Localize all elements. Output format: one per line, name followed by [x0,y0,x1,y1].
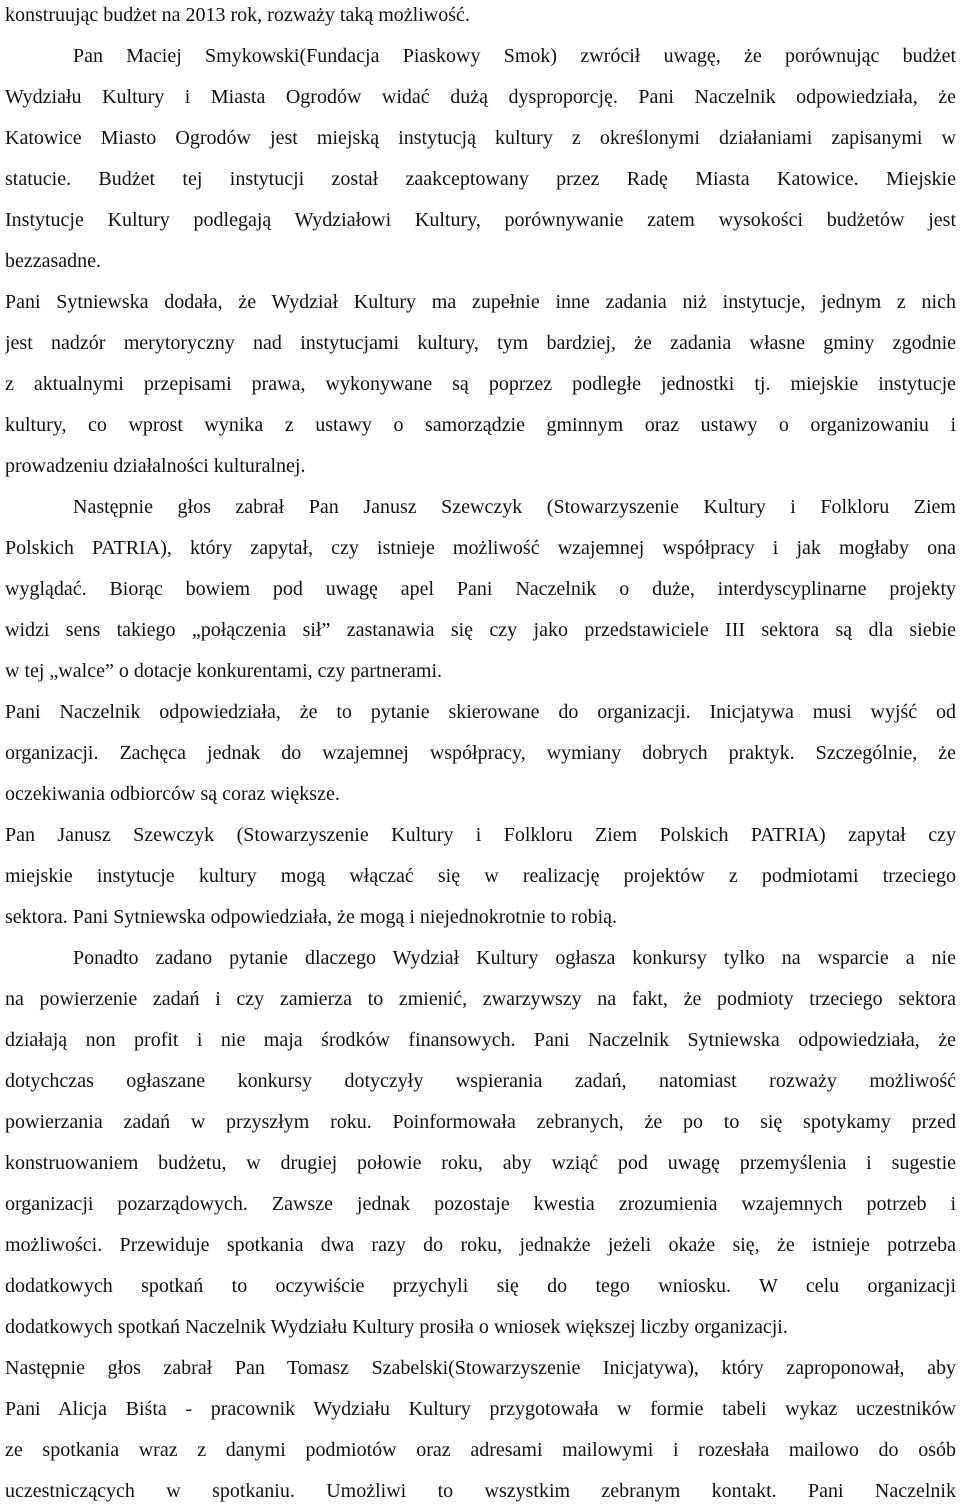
text-line: oczekiwania odbiorców są coraz większe. [5,783,340,805]
text-line: Wydziału Kultury i Miasta Ogrodów widać dużą dysproporcję. Pani Naczelnik odpowiedziała, że [5,86,956,108]
text-line: powierzania zadań w przyszłym roku. Poinformowała zebranych, że po to się spotykamy przed [5,1111,956,1133]
text-line: widzi sens takiego „połączenia sił” zastanawia się czy jako przedstawiciele III sektora są dla siebie [5,619,956,641]
text-line: prowadzeniu działalności kulturalnej. [5,455,306,477]
text-line: możliwości. Przewiduje spotkania dwa razy do roku, jednakże jeżeli okaże się, że istnieje potrzeba [5,1234,956,1256]
text-line: Następnie głos zabrał Pan Janusz Szewczyk (Stowarzyszenie Kultury i Folkloru Ziem [73,496,956,518]
text-line: Ponadto zadano pytanie dlaczego Wydział Kultury ogłasza konkursy tylko na wsparcie a nie [73,947,956,969]
text-line: Polskich PATRIA), który zapytał, czy istnieje możliwość wzajemnej współpracy i jak mogłaby ona [5,537,956,559]
text-line: Następnie głos zabrał Pan Tomasz Szabelski(Stowarzyszenie Inicjatywa), który zaproponował, aby [5,1357,956,1379]
text-line: ze spotkania wraz z danymi podmiotów oraz adresami mailowymi i rozesłała mailowo do osób [5,1439,956,1461]
text-line: statucie. Budżet tej instytucji został zaakceptowany przez Radę Miasta Katowice. Miejskie [5,168,956,190]
text-line: organizacji. Zachęca jednak do wzajemnej współpracy, wymiany dobrych praktyk. Szczególnie, że [5,742,956,764]
text-line: sektora. Pani Sytniewska odpowiedziała, że mogą i niejednokrotnie to robią. [5,906,618,928]
text-line: dodatkowych spotkań Naczelnik Wydziału Kultury prosiła o wniosek większej liczby organizacji. [5,1316,788,1338]
text-line: Instytucje Kultury podlegają Wydziałowi Kultury, porównywanie zatem wysokości budżetów jest [5,209,956,231]
text-line: w tej „walce” o dotacje konkurentami, czy partnerami. [5,660,443,682]
text-line: Pani Sytniewska dodała, że Wydział Kultury ma zupełnie inne zadania niż instytucje, jednym z nich [5,291,956,313]
text-line: dotychczas ogłaszane konkursy dotyczyły wspierania zadań, natomiast rozważy możliwość [5,1070,956,1092]
text-line: Pan Maciej Smykowski(Fundacja Piaskowy Smok) zwrócił uwagę, że porównując budżet [73,45,956,67]
text-line: Pan Janusz Szewczyk (Stowarzyszenie Kultury i Folkloru Ziem Polskich PATRIA) zapytał czy [5,824,956,846]
text-line: kultury, co wprost wynika z ustawy o samorządzie gminnym oraz ustawy o organizowaniu i [5,414,956,436]
text-line: konstruując budżet na 2013 rok, rozważy taką możliwość. [5,4,470,26]
text-line: z aktualnymi przepisami prawa, wykonywane są poprzez podległe jednostki tj. miejskie instytucje [5,373,956,395]
text-line: bezzasadne. [5,250,102,272]
text-line: konstruowaniem budżetu, w drugiej połowie roku, aby wziąć pod uwagę przemyślenia i sugestie [5,1152,956,1174]
text-line: miejskie instytucje kultury mogą włączać się w realizację projektów z podmiotami trzeciego [5,865,956,887]
text-line: dodatkowych spotkań to oczywiście przychyli się do tego wniosku. W celu organizacji [5,1275,956,1297]
text-line: na powierzenie zadań i czy zamierza to zmienić, zwarzywszy na fakt, że podmioty trzeciego sektora [5,988,956,1010]
text-line: uczestniczących w spotkaniu. Umożliwi to wszystkim zebranym kontakt. Pani Naczelnik [5,1480,956,1502]
text-line: jest nadzór merytoryczny nad instytucjami kultury, tym bardziej, że zadania własne gminy zgodnie [5,332,956,354]
text-line: wyglądać. Biorąc bowiem pod uwagę apel Pani Naczelnik o duże, interdyscyplinarne projekty [5,578,956,600]
text-line: organizacji pozarządowych. Zawsze jednak pozostaje kwestia zrozumienia wzajemnych potrzeb i [5,1193,956,1215]
text-line: działają non profit i nie maja środków finansowych. Pani Naczelnik Sytniewska odpowiedziała, że [5,1029,956,1051]
text-line: Pani Alicja Biśta - pracownik Wydziału Kultury przygotowała w formie tabeli wykaz uczestników [5,1398,956,1420]
text-line: Pani Naczelnik odpowiedziała, że to pytanie skierowane do organizacji. Inicjatywa musi wyjść od [5,701,956,723]
text-line: Katowice Miasto Ogrodów jest miejską instytucją kultury z określonymi działaniami zapisanymi w [5,127,956,149]
